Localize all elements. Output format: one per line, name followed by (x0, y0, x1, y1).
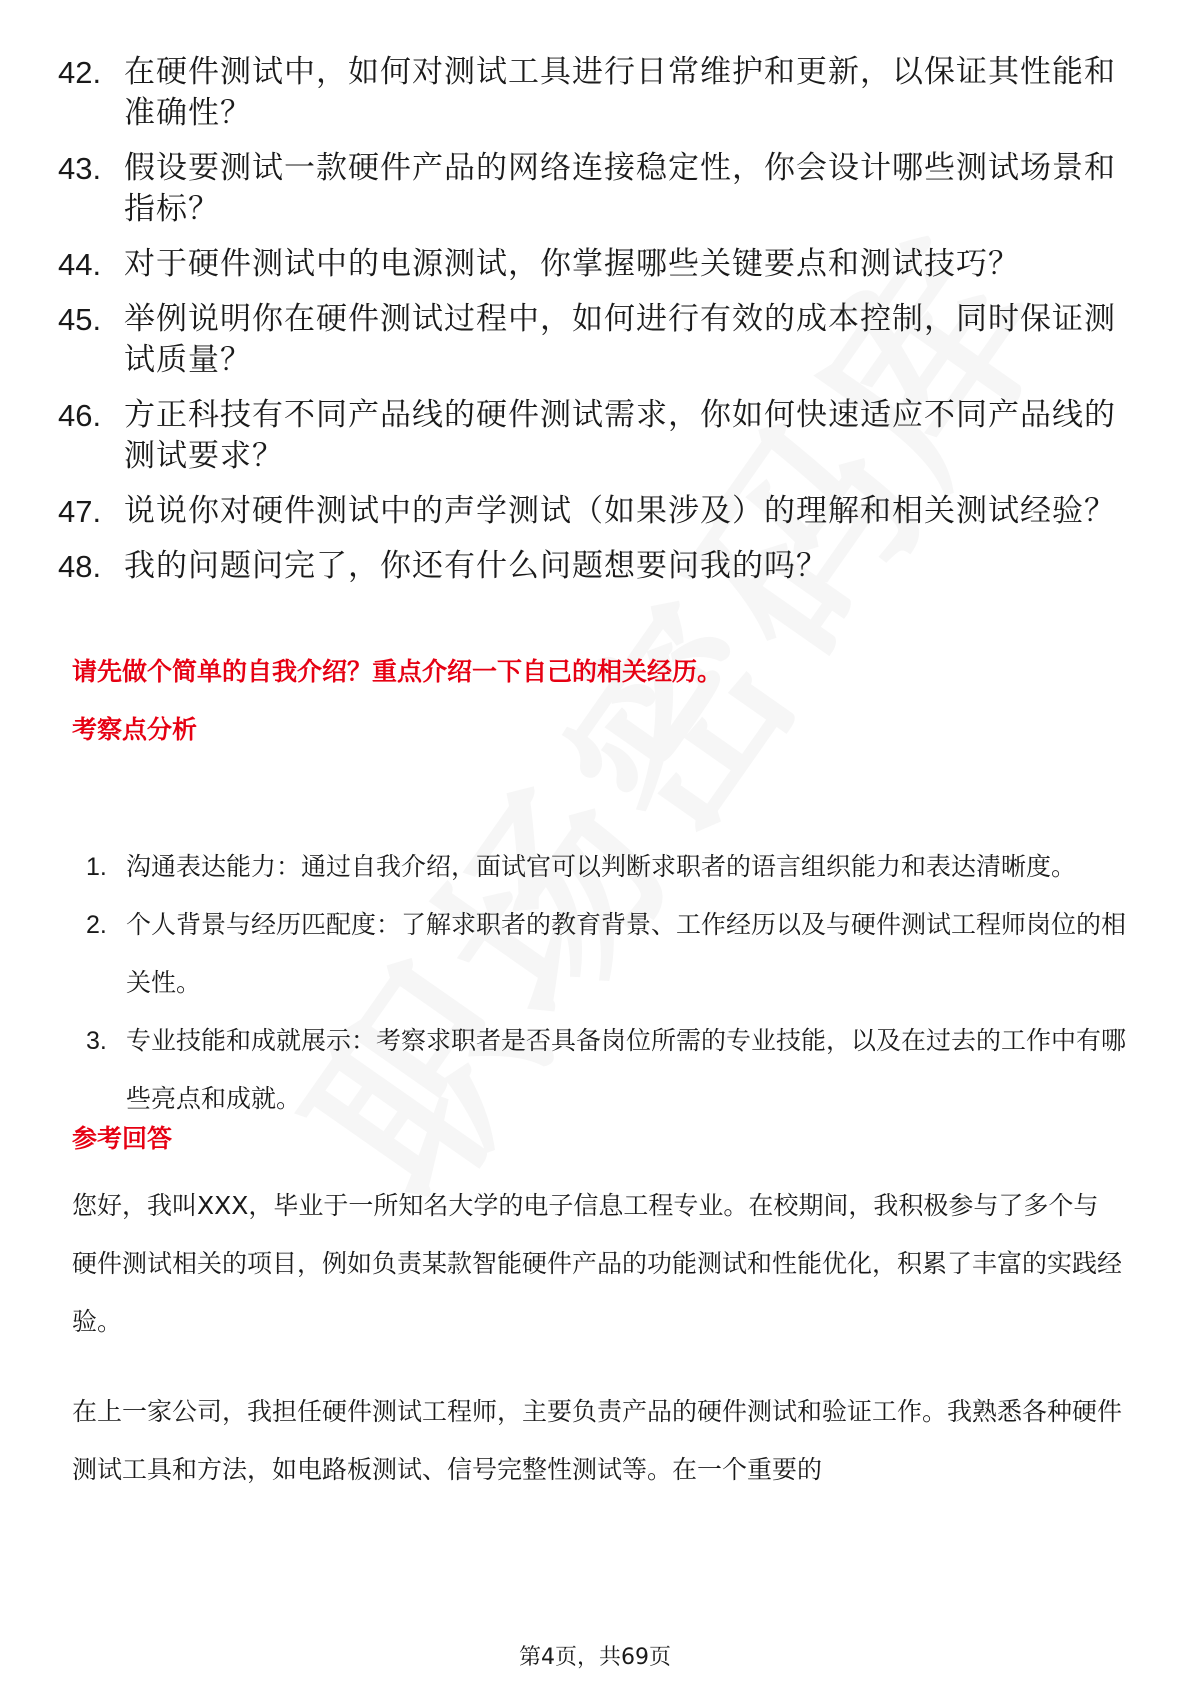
question-number: 46. (58, 398, 102, 433)
analysis-number: 2. (86, 911, 107, 939)
question-text: 在硬件测试中，如何对测试工具进行日常维护和更新，以保证其性能和准确性？ (124, 54, 1116, 131)
question-item (58, 244, 1118, 285)
analysis-text: 专业技能和成就展示：考察求职者是否具备岗位所需的专业技能，以及在过去的工作中有哪些亮点和成就。 (126, 1026, 1127, 1113)
analysis-item (86, 1012, 1126, 1128)
answer-paragraph: 您好，我叫XXX，毕业于一所知名大学的电子信息工程专业。在校期间，我积极参与了多个与硬件测试相关的项目，例如负责某款智能硬件产品的功能测试和性能优化，积累了丰富的实践经验。 (72, 1191, 1123, 1336)
question-text: 举例说明你在硬件测试过程中，如何进行有效的成本控制，同时保证测试质量？ (124, 301, 1116, 378)
question-item (58, 546, 1118, 587)
analysis-item (86, 838, 1126, 896)
analysis-list (86, 838, 1126, 1128)
question-list (58, 52, 1118, 601)
question-text: 假设要测试一款硬件产品的网络连接稳定性，你会设计哪些测试场景和指标？ (124, 150, 1116, 227)
question-text: 对于硬件测试中的电源测试，你掌握哪些关键要点和测试技巧？ (124, 246, 1020, 282)
analysis-number: 3. (86, 1027, 107, 1055)
question-number: 43. (58, 151, 102, 186)
question-number: 47. (58, 494, 102, 529)
analysis-item (86, 896, 1126, 1012)
question-number: 48. (58, 549, 102, 584)
question-text: 方正科技有不同产品线的硬件测试需求，你如何快速适应不同产品线的测试要求？ (124, 397, 1116, 474)
analysis-number: 1. (86, 853, 107, 881)
question-number: 42. (58, 55, 102, 90)
page-footer: 第4页，共69页 (519, 1645, 671, 1670)
question-item (58, 491, 1118, 532)
analysis-text: 沟通表达能力：通过自我介绍，面试官可以判断求职者的语言组织能力和表达清晰度。 (126, 852, 1077, 881)
answer-heading: 参考回答 (72, 1124, 173, 1153)
question-text: 我的问题问完了，你还有什么问题想要问我的吗？ (124, 548, 828, 584)
analysis-heading: 考察点分析 (72, 715, 198, 744)
question-item (58, 148, 1118, 230)
question-number: 45. (58, 302, 102, 337)
analysis-text: 个人背景与经历匹配度：了解求职者的教育背景、工作经历以及与硬件测试工程师岗位的相关性。 (126, 910, 1127, 997)
question-text: 说说你对硬件测试中的声学测试（如果涉及）的理解和相关测试经验？ (124, 493, 1116, 529)
question-item (58, 299, 1118, 381)
answer-paragraph: 在上一家公司，我担任硬件测试工程师，主要负责产品的硬件测试和验证工作。我熟悉各种硬件测试工具和方法，如电路板测试、信号完整性测试等。在一个重要的 (72, 1397, 1123, 1484)
question-item (58, 52, 1118, 134)
question-item (58, 395, 1118, 477)
question-number: 44. (58, 247, 102, 282)
section-title: 请先做个简单的自我介绍？重点介绍一下自己的相关经历。 (72, 657, 723, 686)
